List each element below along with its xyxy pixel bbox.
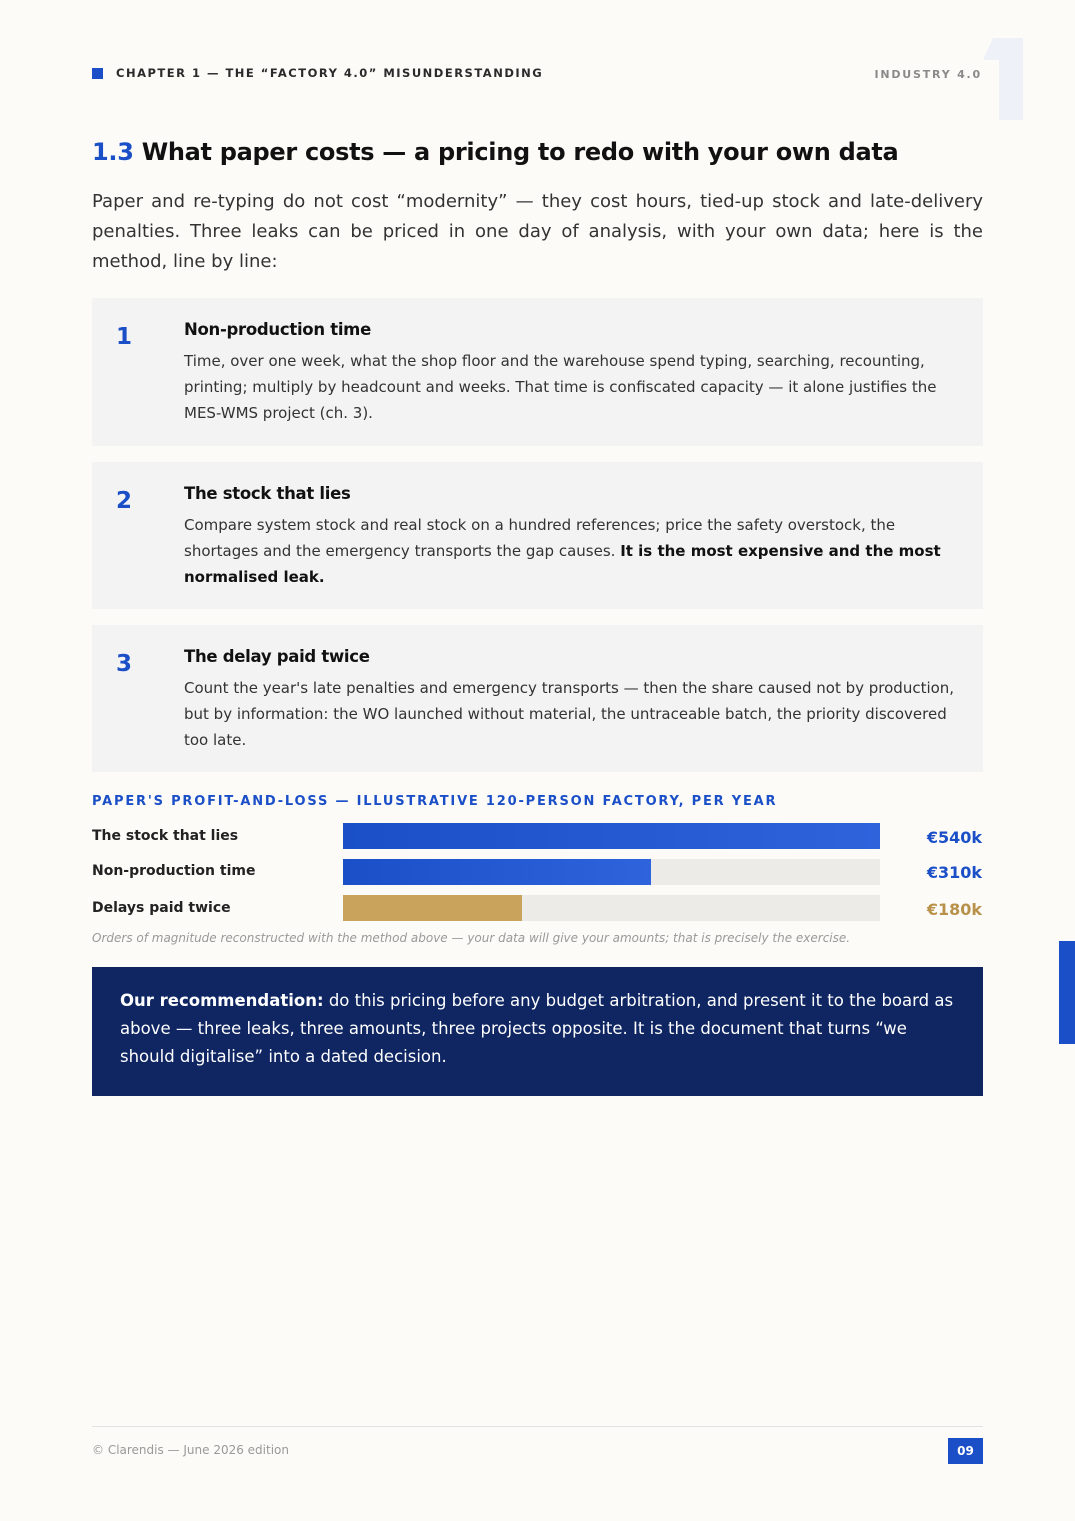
bar-fill xyxy=(343,895,522,921)
recommendation-lead: Our recommendation: xyxy=(120,991,324,1010)
bar-label: Non-production time xyxy=(92,863,256,879)
bar-value-label: €310k xyxy=(926,863,982,882)
step-body xyxy=(184,512,964,590)
bar-value-label: €540k xyxy=(926,828,982,847)
chart-title: PAPER'S PROFIT-AND-LOSS — ILLUSTRATIVE 120-PERSON FACTORY, PER YEAR xyxy=(92,794,778,809)
step-card-1 xyxy=(92,298,983,446)
intro-paragraph: Paper and re-typing do not cost “modernity” — they cost hours, tied-up stock and late-delivery penalties. Three leaks can be priced in one day of analysis, with your own data; here is the method, line by line: xyxy=(92,191,983,272)
bar-label: Delays paid twice xyxy=(92,900,231,916)
chapter-marker-square xyxy=(92,68,103,79)
step-card-3 xyxy=(92,625,983,772)
chapter-numeral-watermark xyxy=(983,38,1023,120)
bar-fill xyxy=(343,859,651,885)
running-header-chapter: CHAPTER 1 — THE “FACTORY 4.0” MISUNDERSTANDING xyxy=(116,66,544,80)
step-title: The delay paid twice xyxy=(184,647,370,666)
step-card-2 xyxy=(92,462,983,609)
bar-track xyxy=(343,895,880,921)
recommendation-text xyxy=(120,987,965,1071)
recommendation-box xyxy=(92,967,983,1096)
step-number: 1 xyxy=(116,324,133,350)
step-title: Non-production time xyxy=(184,320,371,339)
step-body xyxy=(184,348,964,426)
bar-fill xyxy=(343,823,880,849)
page-number: 09 xyxy=(948,1438,983,1464)
step-body-text: Count the year's late penalties and emergency transports — then the share caused not by production, but by information: the WO launched without material, the untraceable batch, the priority discovered too late. xyxy=(184,679,955,749)
section-title xyxy=(92,138,898,166)
step-body-text: Compare system stock and real stock on a hundred references; price the safety overstock, the shortages and the emergency transports the gap causes. xyxy=(184,516,896,560)
step-body xyxy=(184,675,964,753)
step-body-emphasis: It is the most expensive and the most normalised leak. xyxy=(184,542,941,586)
footer-divider xyxy=(92,1426,983,1427)
step-number: 3 xyxy=(116,651,133,677)
chart-footnote: Orders of magnitude reconstructed with the method above — your data will give your amounts; that is precisely the exercise. xyxy=(92,931,851,945)
step-title: The stock that lies xyxy=(184,484,351,503)
bar-track xyxy=(343,823,880,849)
bar-track xyxy=(343,859,880,885)
step-body-text: Time, over one week, what the shop floor and the warehouse spend typing, searching, recounting, printing; multiply by headcount and weeks. That time is confiscated capacity — it alone justifies the MES-WMS project (ch. 3). xyxy=(184,352,937,422)
chapter-side-tab xyxy=(1059,941,1075,1044)
recommendation-body: do this pricing before any budget arbitration, and present it to the board as above — three leaks, three amounts, three projects opposite. It is the document that turns “we should digitalise” into a dated decision. xyxy=(120,991,954,1066)
section-title-text: What paper costs — a pricing to redo with your own data xyxy=(141,138,899,166)
bar-value-label: €180k xyxy=(926,900,982,919)
step-number: 2 xyxy=(116,488,133,514)
bar-label: The stock that lies xyxy=(92,828,239,844)
running-header-series: INDUSTRY 4.0 xyxy=(874,68,982,81)
section-number: 1.3 xyxy=(92,138,134,166)
footer-copyright: © Clarendis — June 2026 edition xyxy=(92,1443,289,1457)
